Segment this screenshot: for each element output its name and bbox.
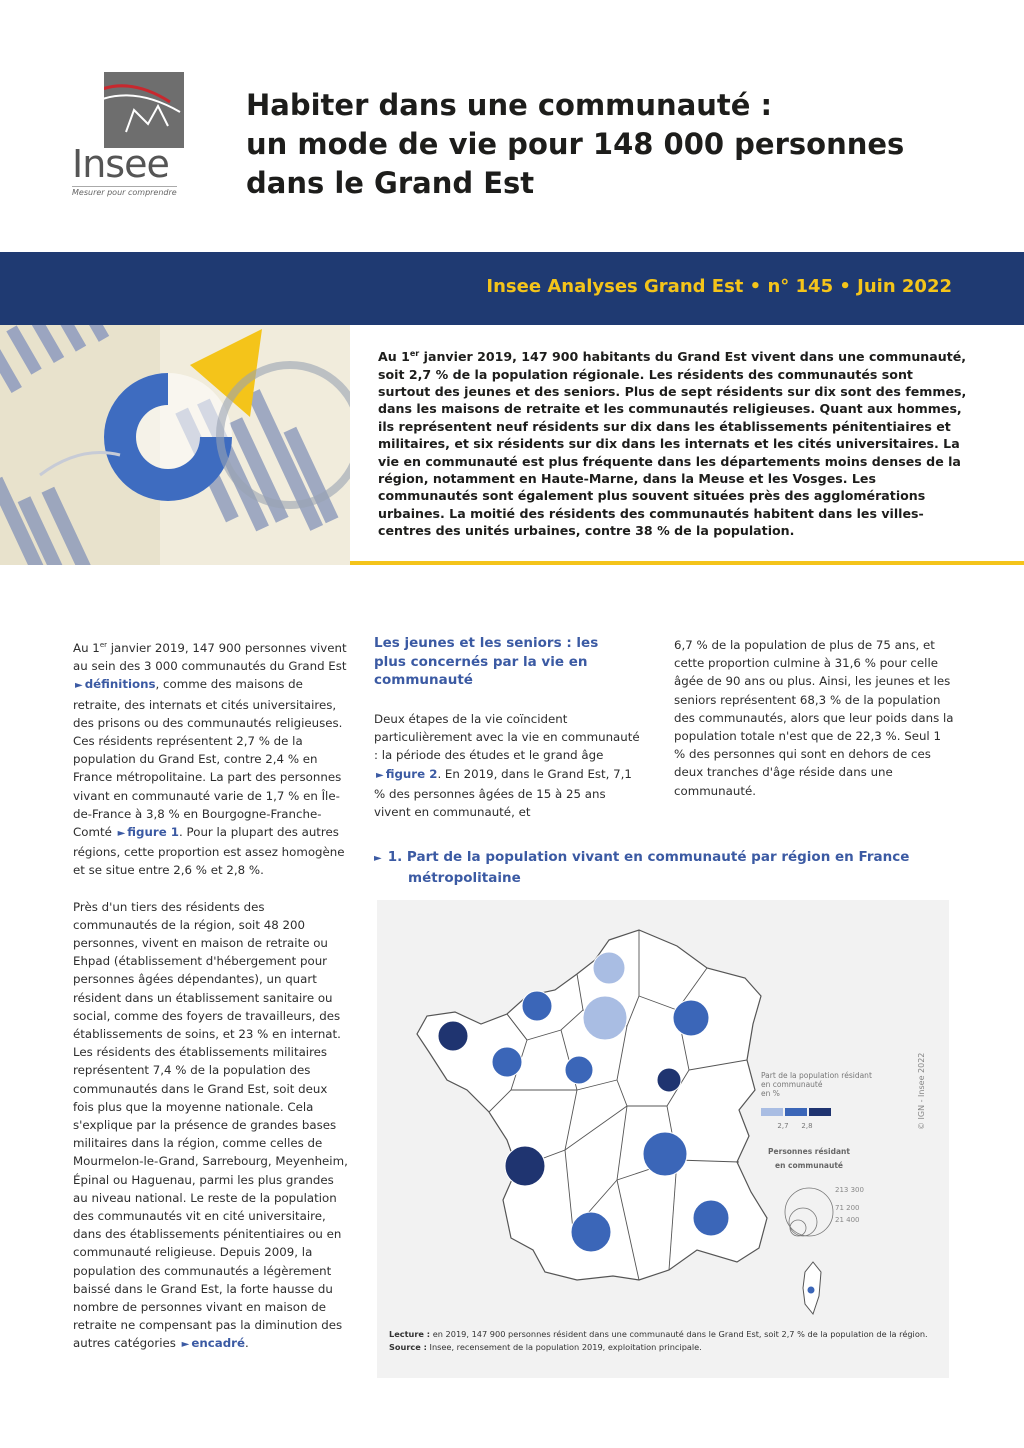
- link-label: figure 2: [385, 766, 438, 781]
- publication-band: [0, 252, 1024, 325]
- text-run: .: [245, 1336, 249, 1351]
- source-text: Insee, recensement de la population 2019, exploitation principale.: [426, 1341, 702, 1352]
- bubble-normandie: [522, 991, 552, 1021]
- paragraph: [374, 710, 642, 821]
- legend-tick: 2,8: [801, 1122, 813, 1130]
- bubble-grand-est: [673, 1000, 709, 1036]
- figure-notes: [389, 1328, 929, 1353]
- arrow-right-icon: ►: [181, 1339, 190, 1351]
- page-title: [246, 86, 966, 203]
- title-line: dans le Grand Est: [246, 166, 535, 200]
- text-run: . Pour la plupart des autres régions, cette proportion est assez homogène et se situe entre 2,6 % et 2,8 %.: [73, 824, 345, 878]
- text-run: Deux étapes de la vie coïncident particulièrement avec la vie en communauté : la période des études et le grand âge: [374, 712, 640, 763]
- summary-sup: er: [409, 349, 420, 358]
- hero-illustration: [0, 325, 350, 565]
- summary-body: janvier 2019, 147 900 habitants du Grand Est vivent dans une communauté, soit 2,7 % de la population régionale. Les résidents des communautés sont surtout des jeunes et des seniors. Plus de sept résidents sur dix sont des femmes, dans les maisons de retraite et les communautés religieuses. Quant aux hommes, ils représentent neuf résidents sur dix dans les établissements pénitentiaires et militaires, et six résidents sur dix dans les internats et les cités universitaires. La vie en communauté est plus fréquente dans les départements moins denses de la région, notamment en Haute-Marne, dans la Meuse et les Vosges. Les communautés sont également plus souvent situées près des agglomérations urbaines. La moitié des résidents des communautés habitent dans les villes-centres des unités urbaines, contre 38 % de la population.: [378, 349, 967, 539]
- bubble-pays-de-la-loire: [492, 1047, 522, 1077]
- title-line: un mode de vie pour 148 000 personnes: [246, 127, 905, 161]
- legend-swatch-mid: [785, 1108, 807, 1116]
- paragraph: 6,7 % de la population de plus de 75 ans, et cette proportion culmine à 31,6 % pour celle âgée de 90 ans ou plus. Ainsi, les jeunes et les seniors représentent 68,3 % de la population des communautés, alors que leur poids dans la population totale n'est que de 22,3 %. Seul 1 % des personnes qui sont en dehors de ces deux tranches d'âge réside dans une communauté.: [674, 638, 954, 798]
- paragraph: [73, 898, 351, 1355]
- bubble-bretagne: [438, 1021, 468, 1051]
- reading-note: [389, 1328, 929, 1341]
- note-label: Lecture :: [389, 1329, 431, 1339]
- bubble-hauts-de-france: [593, 952, 625, 984]
- bubble-corse: [807, 1286, 815, 1294]
- text-run: Au 1: [73, 640, 100, 655]
- summary-lead: Au 1: [378, 349, 410, 365]
- text-run: . En 2019, dans le Grand Est, 7,1 % des personnes âgées de 15 à 25 ans vivent en communauté, et: [374, 766, 632, 820]
- bubble-occitanie: [571, 1212, 611, 1252]
- figure-map: [377, 900, 949, 1378]
- legend-swatch-light: [761, 1108, 783, 1116]
- insee-logo: [68, 72, 188, 202]
- logo-swoosh-icon: [104, 72, 184, 148]
- bubble-ile-de-france: [583, 996, 627, 1040]
- legend-size-value: 71 200: [835, 1204, 860, 1212]
- summary-box: [350, 325, 1024, 565]
- copyright-note: © IGN - Insee 2022: [917, 1052, 926, 1130]
- column-2: [374, 710, 642, 839]
- charts-illustration-icon: [0, 325, 350, 565]
- legend-tick: 2,7: [777, 1122, 789, 1130]
- bubble-paca: [693, 1200, 729, 1236]
- legend-swatch-dark: [809, 1108, 831, 1116]
- bubble-bourgogne-franche-comte: [657, 1068, 681, 1092]
- logo-wordmark: Insee: [72, 142, 169, 186]
- legend-size-title: Personnes résidant en communauté: [768, 1147, 850, 1170]
- source-note: [389, 1341, 929, 1354]
- text-run: , comme des maisons de retraite, des internats et cités universitaires, des prisons ou des communautés religieuses. Ces résidents représentent 2,7 % de la population du Grand Est, contre 2,4 % en France métropolitaine. La part des personnes vivant en communauté varie de 1,7 % en Île-de-France à 3,8 % en Bourgogne-Franche-Comté: [73, 677, 343, 839]
- arrow-right-icon: ►: [376, 769, 384, 781]
- legend-size-value: 213 300: [835, 1186, 864, 1194]
- link-label: figure 1: [127, 824, 180, 839]
- bubble-nouvelle-aquitaine: [505, 1146, 545, 1186]
- france-regions-map: [377, 900, 949, 1328]
- legend-size-large: [785, 1188, 833, 1236]
- logo-tagline: Mesurer pour comprendre: [72, 188, 177, 197]
- figure-1-link[interactable]: [116, 825, 179, 839]
- link-label: encadré: [191, 1336, 245, 1351]
- summary-text: [378, 345, 968, 540]
- note-text: en 2019, 147 900 personnes résident dans une communauté dans le Grand Est, soit 2,7 % de la population de la région.: [430, 1329, 928, 1339]
- publication-reference: Insee Analyses Grand Est • n° 145 • Juin 2022: [486, 276, 952, 297]
- source-label: Source :: [389, 1341, 427, 1352]
- definitions-link[interactable]: [73, 677, 156, 691]
- logo-mark: [104, 72, 184, 148]
- bubble-centre-val-de-loire: [565, 1056, 593, 1084]
- legend-size-value: 21 400: [835, 1216, 860, 1224]
- encadre-link[interactable]: [180, 1336, 245, 1350]
- title-line: Habiter dans une communauté :: [246, 88, 773, 122]
- column-3: [674, 636, 954, 818]
- arrow-right-icon: ►: [374, 853, 382, 864]
- figure-title: [374, 848, 954, 887]
- text-sup: er: [99, 641, 107, 649]
- text-run: Près d'un tiers des résidents des communautés de la région, soit 48 200 personnes, vivent en maison de retraite ou Ehpad (établissement d'hébergement pour personnes âgées dépendantes), un quart résident dans un établissement sanitaire ou social, comme des foyers de travailleurs, des établissements de soins, et 23 % en internat. Les résidents des établissements militaires représentent 7,4 % de la population des communautés dans le Grand Est, soit deux fois plus que la moyenne nationale. Cela s'explique par la présence de grandes bases militaires dans la région, comme celles de Mourmelon-le-Grand, Sarrebourg, Meyenheim, Épinal ou Haguenau, parmi les plus grandes au niveau national. Le reste de la population des communautés vit en cité universitaire, dans des établissements pénitentiaires ou en communauté religieuse. Depuis 2009, la population des communautés a légèrement baissé dans le Grand Est, la forte hausse du nombre de personnes vivant en maison de retraite ne compensant pas la diminution des autres catégories: [73, 899, 348, 1351]
- section-title: Les jeunes et les seniors : les plus concernés par la vie en communauté: [374, 635, 599, 688]
- text-run: janvier 2019, 147 900 personnes vivent au sein des 3 000 communautés du Grand Est: [73, 640, 347, 674]
- arrow-right-icon: ►: [75, 680, 83, 692]
- column-1: [73, 636, 351, 1373]
- link-label: définitions: [84, 677, 156, 692]
- figure-2-link[interactable]: [374, 767, 437, 781]
- legend-share-title: Part de la population résidant en communauté en %: [761, 1071, 872, 1098]
- figure-title-text: 1. Part de la population vivant en communauté par région en France métropolitaine: [387, 849, 910, 886]
- paragraph: [73, 636, 351, 880]
- arrow-right-icon: ►: [117, 827, 126, 839]
- bubble-auvergne-rhone-alpes: [643, 1132, 687, 1176]
